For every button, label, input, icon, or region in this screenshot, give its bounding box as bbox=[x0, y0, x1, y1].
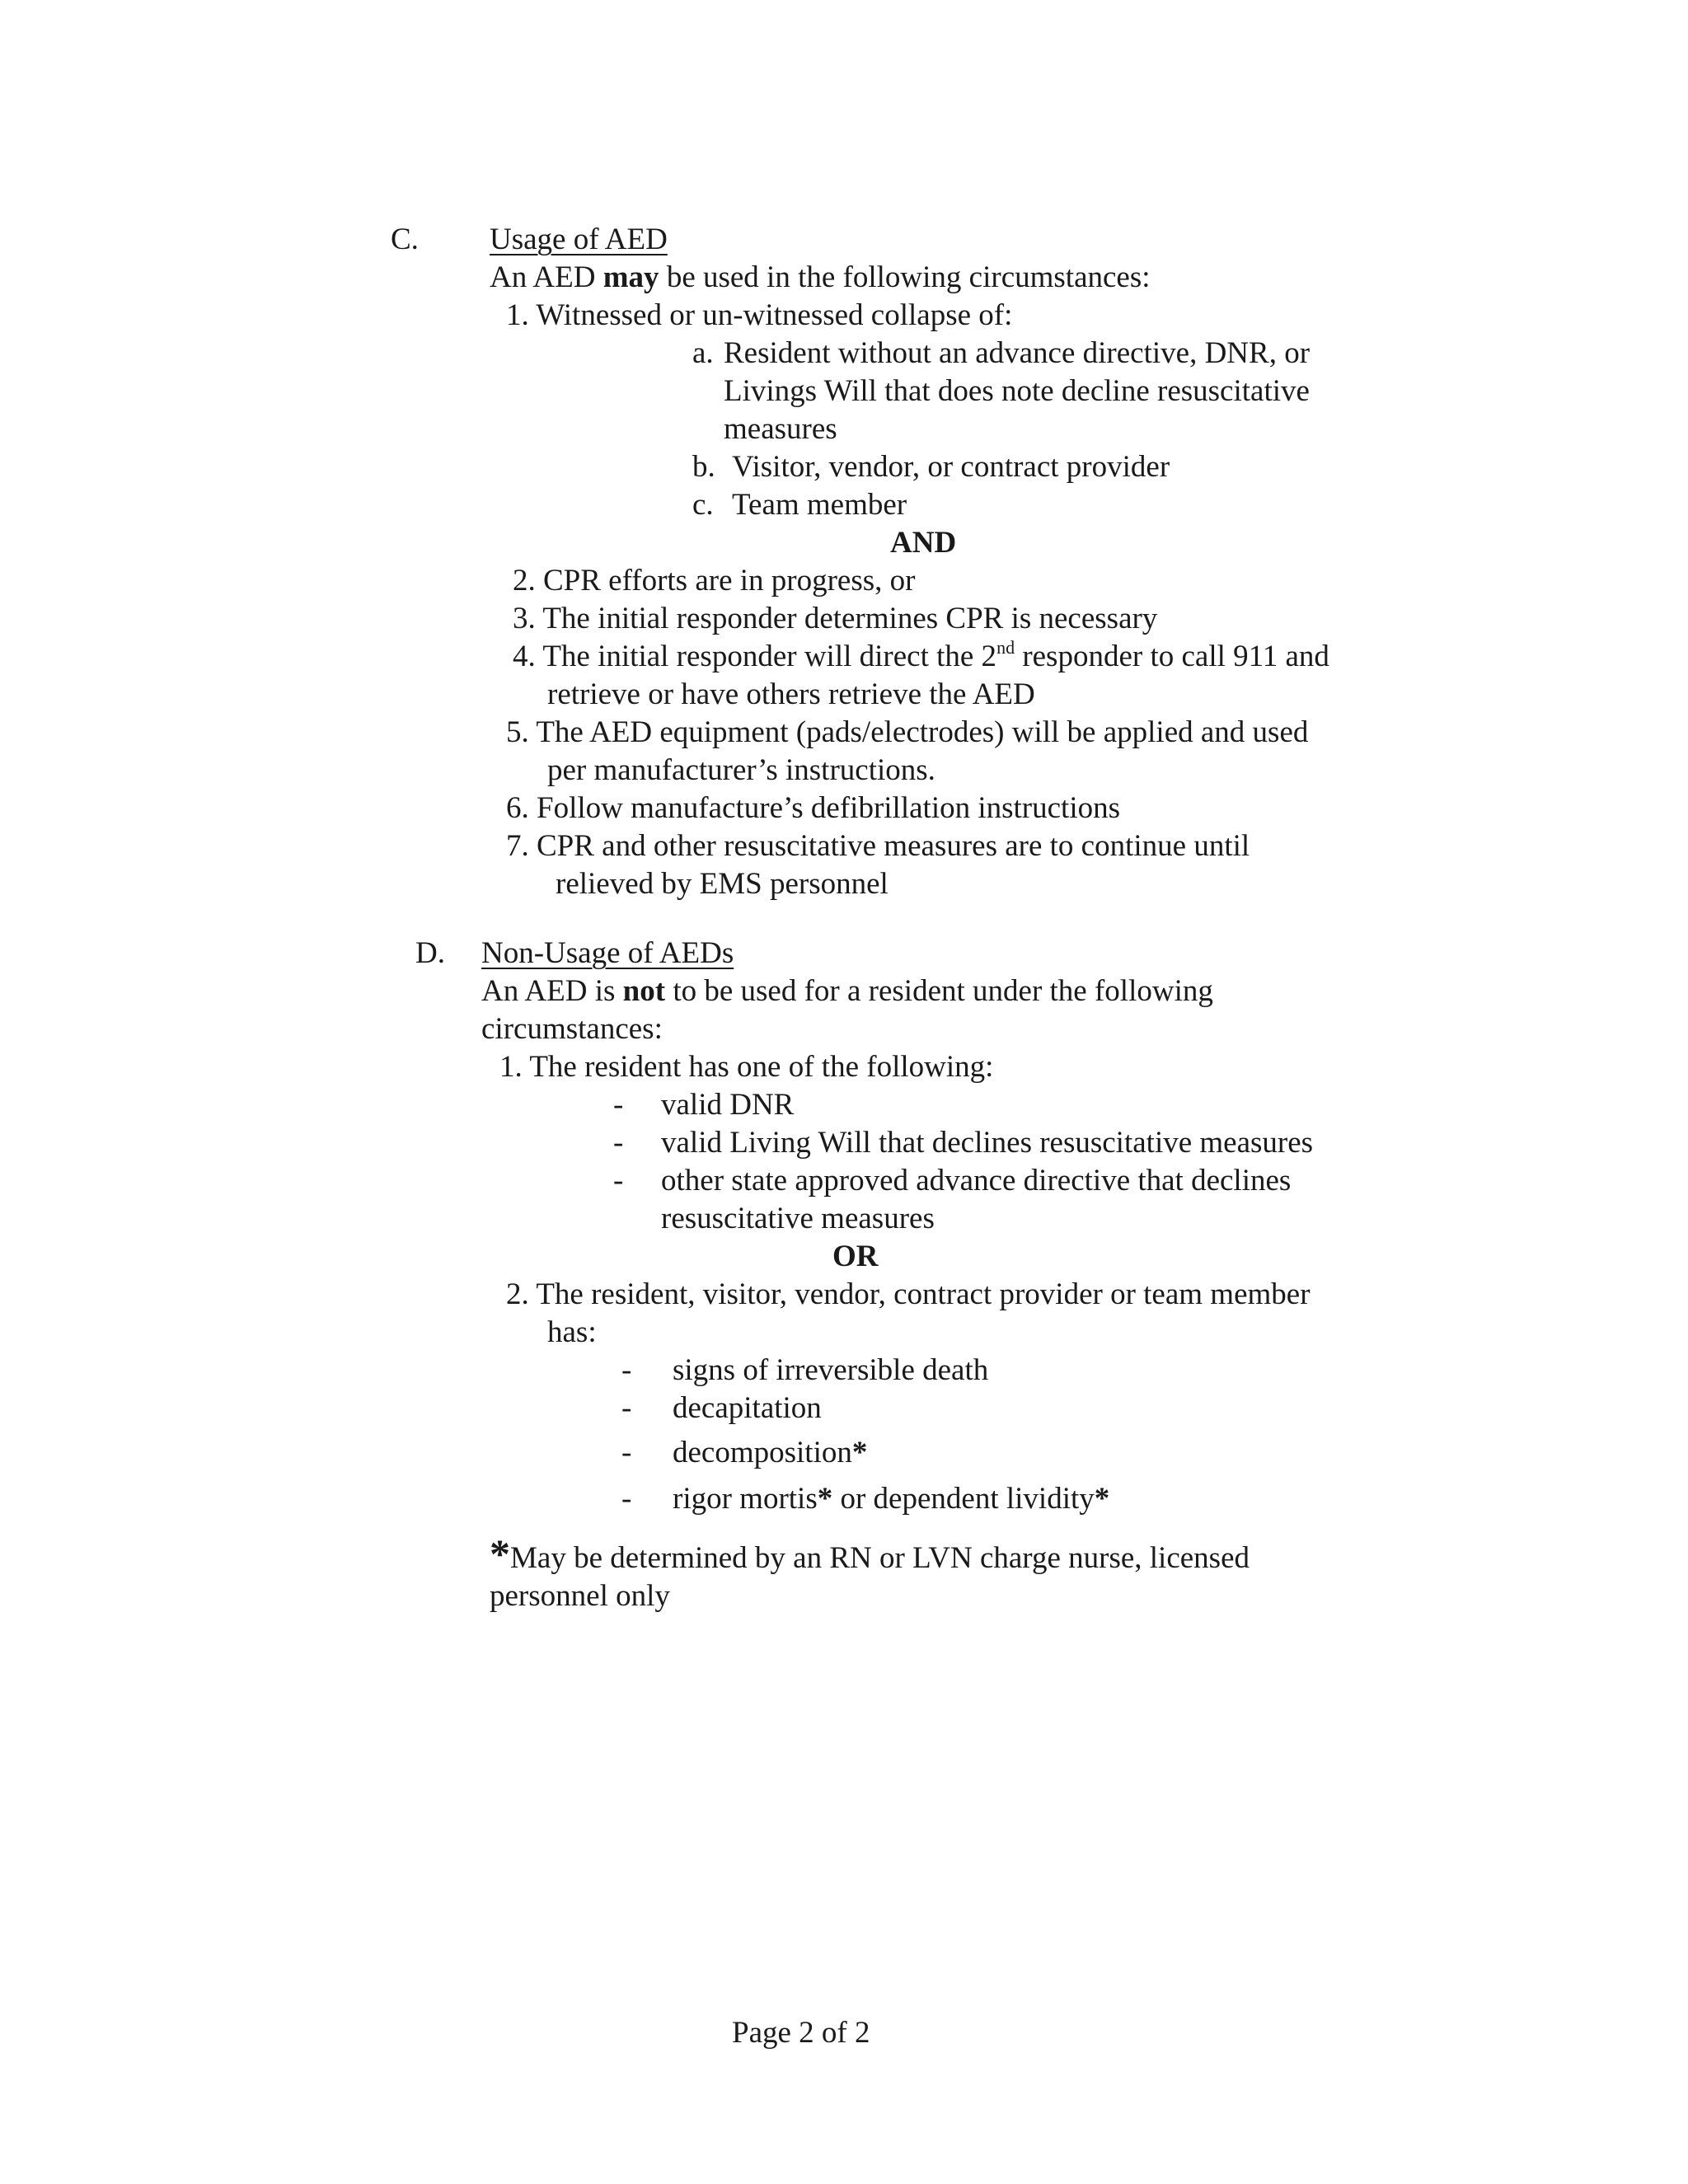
footnote: *May be determined by an RN or LVN charge nurse, licensed bbox=[490, 1530, 1250, 1577]
list2-item-decomposition: decomposition* bbox=[673, 1436, 868, 1469]
list1-item-advance-directive-line2: resuscitative measures bbox=[661, 1202, 935, 1235]
sub-item-a-line2: Livings Will that does note decline resuscitative bbox=[724, 374, 1310, 408]
list-item-c7-line2: relieved by EMS personnel bbox=[556, 867, 889, 901]
sub-item-marker-b: b. bbox=[692, 450, 715, 484]
asterisk-icon: * bbox=[490, 1530, 510, 1577]
list1-item-valid-dnr: valid DNR bbox=[661, 1088, 795, 1122]
list-item-d2-line2: has: bbox=[547, 1315, 597, 1349]
list-item-c2: 2. CPR efforts are in progress, or bbox=[513, 564, 916, 598]
connector-or: OR bbox=[832, 1240, 879, 1273]
list-item-d1: 1. The resident has one of the following: bbox=[499, 1050, 994, 1084]
sub-item-a-line3: measures bbox=[724, 412, 837, 446]
list-item-c4: 4. The initial responder will direct the 2nd responder to call 911 and bbox=[513, 636, 1329, 673]
dash-marker: - bbox=[613, 1126, 624, 1160]
list-item-c5-line2: per manufacturer’s instructions. bbox=[547, 753, 935, 787]
sub-item-marker-c: c. bbox=[692, 488, 714, 522]
dash-marker: - bbox=[613, 1088, 624, 1122]
dash-marker: - bbox=[613, 1164, 624, 1197]
list2-item-irreversible-death: signs of irreversible death bbox=[673, 1353, 989, 1387]
section-c-intro: An AED may be used in the following circumstances: bbox=[490, 260, 1151, 294]
section-d-letter: D. bbox=[415, 936, 445, 970]
sub-item-marker-a: a. bbox=[692, 336, 714, 370]
list-item-c5: 5. The AED equipment (pads/electrodes) will be applied and used bbox=[506, 715, 1309, 749]
list-item-c4-line2: retrieve or have others retrieve the AED bbox=[547, 677, 1035, 711]
list-item-c7: 7. CPR and other resuscitative measures are to continue until bbox=[506, 829, 1250, 863]
list-item-c6: 6. Follow manufacture’s defibrillation instructions bbox=[506, 791, 1121, 825]
dash-marker: - bbox=[621, 1353, 632, 1387]
section-d-heading: Non-Usage of AEDs bbox=[481, 936, 734, 970]
section-c-heading: Usage of AED bbox=[490, 223, 668, 256]
list-item-d2: 2. The resident, visitor, vendor, contract provider or team member bbox=[506, 1277, 1311, 1311]
section-d-intro-line2: circumstances: bbox=[481, 1012, 663, 1046]
list1-item-advance-directive: other state approved advance directive that declines bbox=[661, 1164, 1292, 1197]
list2-item-rigor-mortis: rigor mortis* or dependent lividity* bbox=[673, 1482, 1110, 1516]
footnote-line2: personnel only bbox=[490, 1579, 670, 1613]
section-c-letter: C. bbox=[391, 223, 419, 256]
page-number: Page 2 of 2 bbox=[732, 2016, 870, 2050]
connector-and: AND bbox=[890, 526, 957, 560]
list2-item-decapitation: decapitation bbox=[673, 1391, 822, 1425]
list-item-c3: 3. The initial responder determines CPR is necessary bbox=[513, 602, 1158, 635]
sub-item-b: Visitor, vendor, or contract provider bbox=[732, 450, 1170, 484]
sub-item-c: Team member bbox=[732, 488, 907, 522]
dash-marker: - bbox=[621, 1482, 632, 1516]
sub-item-a-line1: Resident without an advance directive, DNR, or bbox=[724, 336, 1311, 370]
dash-marker: - bbox=[621, 1391, 632, 1425]
dash-marker: - bbox=[621, 1436, 632, 1469]
list1-item-living-will: valid Living Will that declines resuscitative measures bbox=[661, 1126, 1314, 1160]
list-item-c1: 1. Witnessed or un-witnessed collapse of: bbox=[506, 298, 1013, 332]
section-d-intro: An AED is not to be used for a resident under the following bbox=[481, 974, 1213, 1008]
